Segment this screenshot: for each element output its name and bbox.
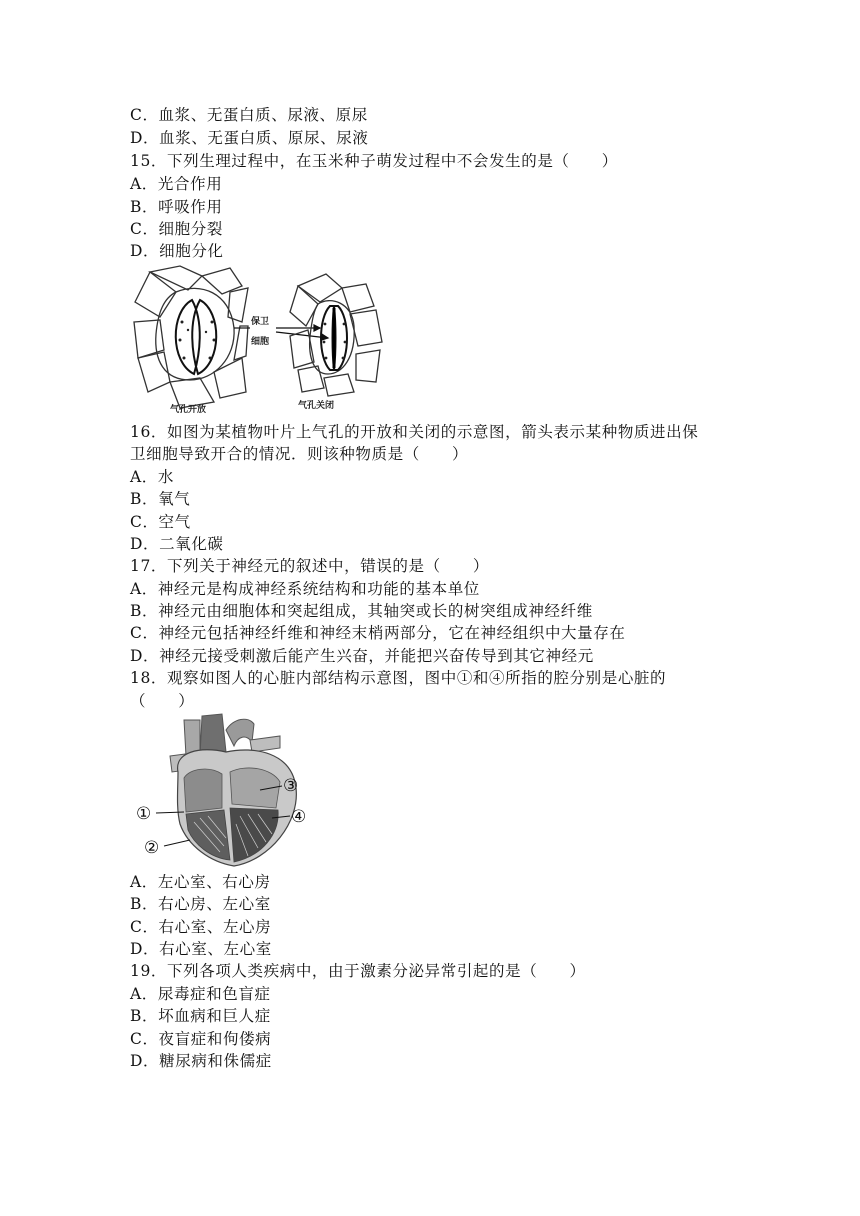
q18-stem-line1: 18．观察如图人的心脏内部结构示意图，图中①和④所指的腔分别是心脏的 xyxy=(130,669,667,687)
q16-option-b: B．氧气 xyxy=(130,490,191,508)
right-atrium-region xyxy=(184,769,222,812)
q16-option-a: A．水 xyxy=(130,468,174,486)
q15-option-c: C．细胞分裂 xyxy=(130,220,223,238)
q18-option-a: A．左心室、右心房 xyxy=(130,873,271,891)
q18-option-d: D．右心室、左心室 xyxy=(130,940,272,958)
q19-option-a: A．尿毒症和色盲症 xyxy=(130,985,271,1003)
q17-option-a: A．神经元是构成神经系统结构和功能的基本单位 xyxy=(130,580,480,598)
q17-stem: 17．下列关于神经元的叙述中，错误的是（ ） xyxy=(130,557,490,575)
heart-label-4: ④ xyxy=(291,807,307,827)
q18-option-b: B．右心房、左心室 xyxy=(130,895,271,913)
guard-cell-label-line1: 保卫 xyxy=(251,317,270,327)
q15-option-d: D．细胞分化 xyxy=(130,242,224,260)
q19-option-d: D．糖尿病和侏儒症 xyxy=(130,1052,272,1070)
q16-option-d: D．二氧化碳 xyxy=(130,535,224,553)
q16-option-c: C．空气 xyxy=(130,513,191,531)
q15-option-a: A．光合作用 xyxy=(130,175,223,193)
q17-option-c: C．神经元包括神经纤维和神经末梢两部分，它在神经组织中大量存在 xyxy=(130,624,626,642)
q19-option-b: B．坏血病和巨人症 xyxy=(130,1007,271,1025)
open-guard-cells xyxy=(176,300,217,374)
open-guard-cell-dots xyxy=(179,321,216,360)
label-stoma-open: 气孔开放 xyxy=(170,405,207,415)
q18-stem-line2: （ ） xyxy=(130,692,195,710)
stomata-figure xyxy=(130,262,390,417)
label-stoma-closed: 气孔关闭 xyxy=(298,401,335,411)
q14-option-d: D．血浆、无蛋白质、原尿、尿液 xyxy=(130,129,369,147)
left-ventricle-region xyxy=(230,808,278,862)
q15-option-b: B．呼吸作用 xyxy=(130,198,223,216)
q16-stem-line2: 卫细胞导致开合的情况．则该种物质是（ ） xyxy=(130,445,469,463)
q18-option-c: C．右心室、左心房 xyxy=(130,918,272,936)
heart-label-1: ① xyxy=(136,804,152,824)
q17-option-b: B．神经元由细胞体和突起组成，其轴突或长的树突组成神经纤维 xyxy=(130,602,593,620)
heart-figure xyxy=(130,712,330,872)
heart-label-2: ② xyxy=(144,838,160,858)
q15-stem: 15．下列生理过程中，在玉米种子萌发过程中不会发生的是（ ） xyxy=(130,152,618,170)
heart-label-3: ③ xyxy=(283,776,299,796)
q17-option-d: D．神经元接受刺激后能产生兴奋，并能把兴奋传导到其它神经元 xyxy=(130,647,594,665)
q19-option-c: C．夜盲症和佝偻病 xyxy=(130,1030,272,1048)
q16-stem-line1: 16．如图为某植物叶片上气孔的开放和关闭的示意图，箭头表示某种物质进出保 xyxy=(130,423,699,441)
open-stoma-epidermis xyxy=(134,266,248,408)
q19-stem: 19．下列各项人类疾病中，由于激素分泌异常引起的是（ ） xyxy=(130,962,586,980)
q14-option-c: C．血浆、无蛋白质、尿液、原尿 xyxy=(130,106,368,124)
guard-cell-label-line2: 细胞 xyxy=(251,337,270,347)
